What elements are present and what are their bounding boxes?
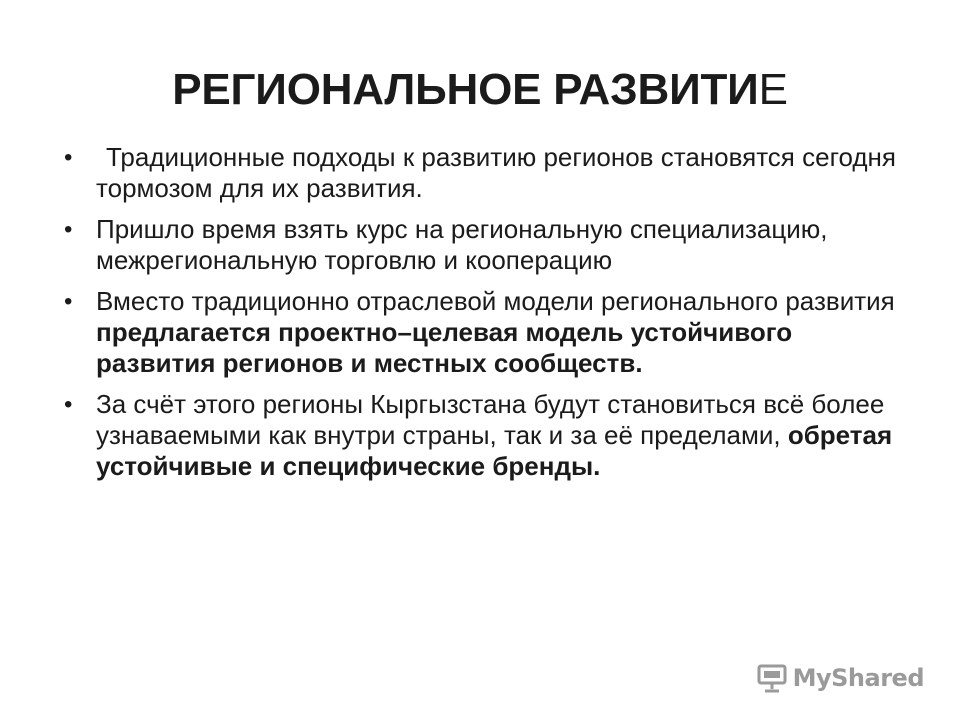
bullet-marker: •: [64, 216, 73, 243]
bullet-text-4: [96, 389, 892, 481]
slide-title-bold: РЕГИОНАЛЬНОЕ РАЗВИТИ: [172, 65, 759, 114]
slide-title-tail: Е: [758, 65, 788, 114]
bullet-text-3-plain: Вместо традиционно отраслевой модели регионального развития: [96, 286, 895, 316]
bullet-item-1: [64, 142, 914, 204]
bullet-item-4: [64, 389, 914, 482]
bullet-item-2: [64, 214, 914, 276]
bullet-marker: •: [64, 288, 73, 315]
bullet-item-3: [64, 286, 914, 379]
slide-title: [0, 62, 960, 118]
bullet-marker: •: [64, 391, 73, 418]
bullet-marker: •: [64, 144, 73, 171]
bullet-text-4-plain: За счёт этого регионы Кыргызстана будут становиться всё более узнаваемыми как внутри страны, так и за её пределами,: [96, 389, 885, 450]
watermark: [757, 662, 924, 694]
bullet-text-3: [96, 286, 895, 378]
bullet-text-4-bold: обретая устойчивые и специфические бренды.: [96, 420, 893, 481]
bullet-text-2: Пришло время взять курс на региональную специализацию, межрегиональную торговлю и кооперацию: [96, 214, 828, 275]
presentation-board-icon: [757, 663, 787, 693]
watermark-text: MyShared: [792, 664, 924, 692]
bullet-text-1: Традиционные подходы к развитию регионов становятся сегодня тормозом для их развития.: [96, 142, 896, 203]
bullet-text-3-bold: предлагается проектно–целевая модель устойчивого развития регионов и местных сообществ.: [96, 317, 793, 378]
bullet-list: [64, 142, 914, 492]
